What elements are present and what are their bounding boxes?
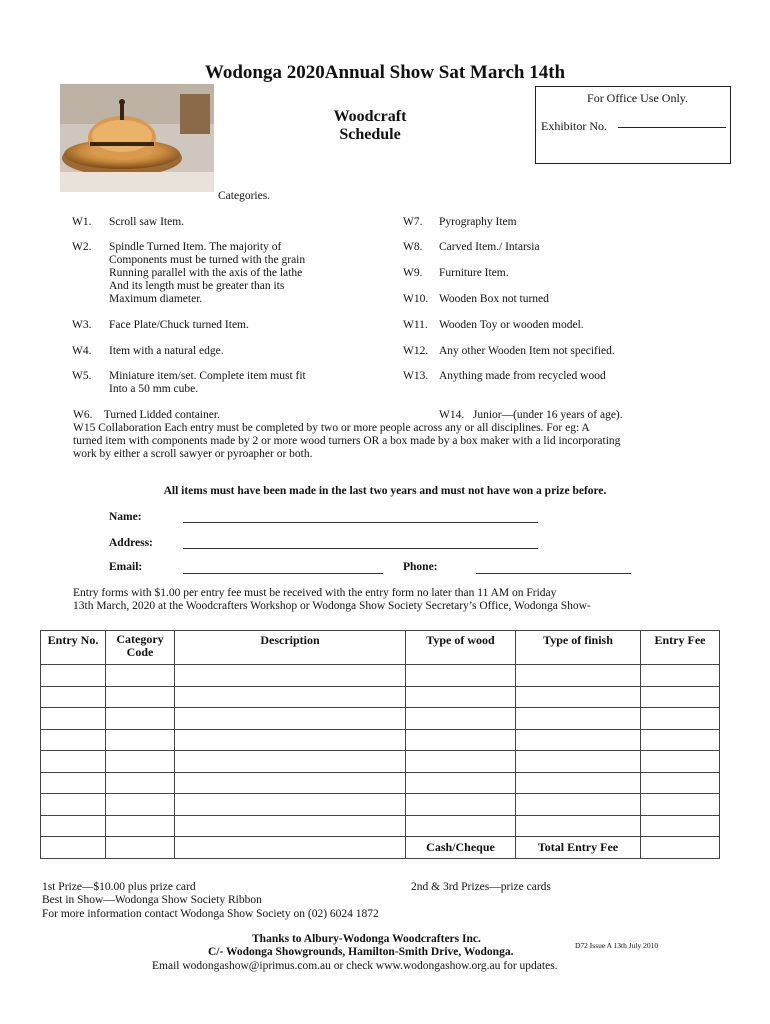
cell-type-of-wood[interactable] (406, 665, 516, 687)
cell-entry-fee[interactable] (641, 794, 720, 816)
cell-description[interactable] (175, 794, 406, 816)
cell-entry-fee[interactable] (641, 751, 720, 773)
category-text: Pyrography Item (439, 216, 517, 228)
cell-type-of-finish[interactable] (516, 708, 641, 730)
address-field[interactable] (183, 548, 538, 549)
category-text: Wooden Box not turned (439, 293, 549, 305)
office-use-label: For Office Use Only. (587, 91, 688, 105)
cell-entry-fee[interactable] (641, 772, 720, 794)
category-text: Spindle Turned Item. The majority of (109, 241, 282, 253)
cell-type-of-finish[interactable] (516, 794, 641, 816)
cell-description[interactable] (175, 729, 406, 751)
cell-description[interactable] (175, 815, 406, 837)
category-code: W13. (403, 370, 429, 382)
category-code: W1. (72, 216, 92, 228)
category-code: W10. (403, 293, 429, 305)
phone-label: Phone: (403, 561, 438, 573)
category-text: Face Plate/Chuck turned Item. (109, 319, 249, 331)
category-text: Miniature item/set. Complete item must fit (109, 370, 306, 382)
cell-entry-no[interactable] (41, 751, 106, 773)
cell-type-of-wood[interactable] (406, 686, 516, 708)
category-w15 (73, 422, 713, 461)
schedule-heading (290, 108, 450, 144)
cell-category-code[interactable] (106, 794, 175, 816)
cell-type-of-finish[interactable] (516, 815, 641, 837)
category-text: Anything made from recycled wood (439, 370, 606, 382)
category-code: W8. (403, 241, 423, 253)
table-row (41, 665, 720, 687)
category-code: W4. (72, 345, 92, 357)
cell-category-code[interactable] (106, 665, 175, 687)
first-prize: 1st Prize—$10.00 plus prize card (42, 881, 196, 893)
cell-entry-no[interactable] (41, 665, 106, 687)
table-footer-row (41, 837, 720, 859)
category-w14: W14. Junior—(under 16 years of age). (439, 409, 623, 421)
footer-thanks: Thanks to Albury-Wodonga Woodcrafters Inc. (252, 933, 481, 945)
cell-entry-no[interactable] (41, 729, 106, 751)
cell-type-of-wood[interactable] (406, 794, 516, 816)
categories-label: Categories. (218, 190, 271, 202)
col-type-of-finish: Type of finish (516, 631, 641, 665)
exhibitor-number-field[interactable] (618, 127, 726, 128)
cell-entry-no[interactable] (41, 794, 106, 816)
category-text: Item with a natural edge. (109, 345, 224, 357)
total-entry-fee-label: Total Entry Fee (516, 837, 641, 859)
cell-category-code[interactable] (106, 815, 175, 837)
footer-cell-entry-fee[interactable] (641, 837, 720, 859)
footer-address: C/- Wodonga Showgrounds, Hamilton-Smith Drive, Wodonga. (208, 946, 514, 958)
category-code: W12. (403, 345, 429, 357)
category-code: W2. (72, 241, 92, 253)
issue-code: D72 Issue A 13th July 2010 (575, 941, 659, 950)
cell-category-code[interactable] (106, 686, 175, 708)
category-text: And its length must be greater than its (109, 280, 285, 292)
cell-description[interactable] (175, 686, 406, 708)
cash-cheque-label: Cash/Cheque (406, 837, 516, 859)
footer-cell-category-code (106, 837, 175, 859)
entry-note-line: Entry forms with $1.00 per entry fee must be received with the entry form no later than 11 AM on Friday (73, 587, 557, 599)
cell-description[interactable] (175, 665, 406, 687)
best-in-show: Best in Show—Wodonga Show Society Ribbon (42, 894, 262, 906)
table-row (41, 751, 720, 773)
footer-email: Email wodongashow@iprimus.com.au or check www.wodongashow.org.au for updates. (152, 960, 558, 972)
cell-category-code[interactable] (106, 772, 175, 794)
office-use-box (535, 86, 731, 164)
table-row (41, 686, 720, 708)
table-row (41, 794, 720, 816)
woodcraft-bowl-photo (60, 84, 214, 192)
email-label: Email: (109, 561, 143, 573)
category-code: W9. (403, 267, 423, 279)
phone-field[interactable] (476, 573, 631, 574)
category-text: Any other Wooden Item not specified. (439, 345, 615, 357)
category-w6: W6. Turned Lidded container. (73, 409, 220, 421)
cell-entry-fee[interactable] (641, 708, 720, 730)
col-entry-no: Entry No. (41, 631, 106, 665)
table-row (41, 815, 720, 837)
category-code: W7. (403, 216, 423, 228)
cell-type-of-wood[interactable] (406, 815, 516, 837)
exhibitor-label: Exhibitor No. (541, 119, 607, 133)
cell-category-code[interactable] (106, 751, 175, 773)
cell-description[interactable] (175, 708, 406, 730)
cell-entry-fee[interactable] (641, 729, 720, 751)
contact-info: For more information contact Wodonga Show Society on (02) 6024 1872 (42, 908, 379, 920)
footer-cell-description (175, 837, 406, 859)
category-text: Running parallel with the axis of the lathe (109, 267, 303, 279)
cell-type-of-wood[interactable] (406, 708, 516, 730)
category-text: Wooden Toy or wooden model. (439, 319, 584, 331)
cell-entry-fee[interactable] (641, 686, 720, 708)
cell-type-of-finish[interactable] (516, 772, 641, 794)
cell-type-of-finish[interactable] (516, 751, 641, 773)
category-text: Furniture Item. (439, 267, 509, 279)
cell-type-of-finish[interactable] (516, 665, 641, 687)
cell-entry-no[interactable] (41, 815, 106, 837)
cell-entry-no[interactable] (41, 772, 106, 794)
cell-type-of-finish[interactable] (516, 686, 641, 708)
category-text: Carved Item./ Intarsia (439, 241, 540, 253)
entry-note (73, 587, 591, 613)
schedule-line-1: Woodcraft (333, 108, 407, 125)
table-row (41, 708, 720, 730)
col-type-of-wood: Type of wood (406, 631, 516, 665)
cell-type-of-wood[interactable] (406, 751, 516, 773)
w15-line: turned item with components made by 2 or more wood turners OR a box made by a box maker with a lid incorporating (73, 435, 621, 447)
col-description: Description (175, 631, 406, 665)
name-label: Name: (109, 511, 142, 523)
cell-category-code[interactable] (106, 729, 175, 751)
cell-entry-no[interactable] (41, 686, 106, 708)
cell-entry-fee[interactable] (641, 665, 720, 687)
eligibility-rule: All items must have been made in the last two years and must not have won a prize before. (163, 485, 607, 497)
category-text: Components must be turned with the grain (109, 254, 306, 266)
w15-line: work by either a scroll sawyer or pyroapher or both. (73, 448, 313, 460)
second-third-prize: 2nd & 3rd Prizes—prize cards (411, 881, 551, 893)
category-text: Into a 50 mm cube. (109, 383, 199, 395)
cell-description[interactable] (175, 772, 406, 794)
footer-cell-entry-no (41, 837, 106, 859)
address-label: Address: (109, 537, 153, 549)
col-category-code: Category Code (106, 631, 175, 665)
cell-type-of-wood[interactable] (406, 772, 516, 794)
cell-description[interactable] (175, 751, 406, 773)
page-title: Wodonga 2020Annual Show Sat March 14th (204, 62, 566, 83)
table-row (41, 729, 720, 751)
category-code: W5. (72, 370, 92, 382)
table-row (41, 772, 720, 794)
category-code: W3. (72, 319, 92, 331)
cell-entry-no[interactable] (41, 708, 106, 730)
schedule-line-2: Schedule (339, 126, 401, 143)
email-field[interactable] (183, 573, 383, 574)
category-code: W11. (403, 319, 428, 331)
col-entry-fee: Entry Fee (641, 631, 720, 665)
cell-type-of-finish[interactable] (516, 729, 641, 751)
cell-entry-fee[interactable] (641, 815, 720, 837)
name-field[interactable] (183, 522, 538, 523)
category-text: Maximum diameter. (109, 293, 203, 305)
cell-category-code[interactable] (106, 708, 175, 730)
cell-type-of-wood[interactable] (406, 729, 516, 751)
w15-line: W15 Collaboration Each entry must be completed by two or more people across any or all disciplines. For eg: A (73, 422, 590, 434)
table-header-row (41, 631, 720, 665)
entry-table (40, 630, 720, 859)
category-text: Scroll saw Item. (109, 216, 185, 228)
entry-note-line: 13th March, 2020 at the Woodcrafters Workshop or Wodonga Show Society Secretary’s Office, Wodonga Show- (73, 600, 591, 612)
